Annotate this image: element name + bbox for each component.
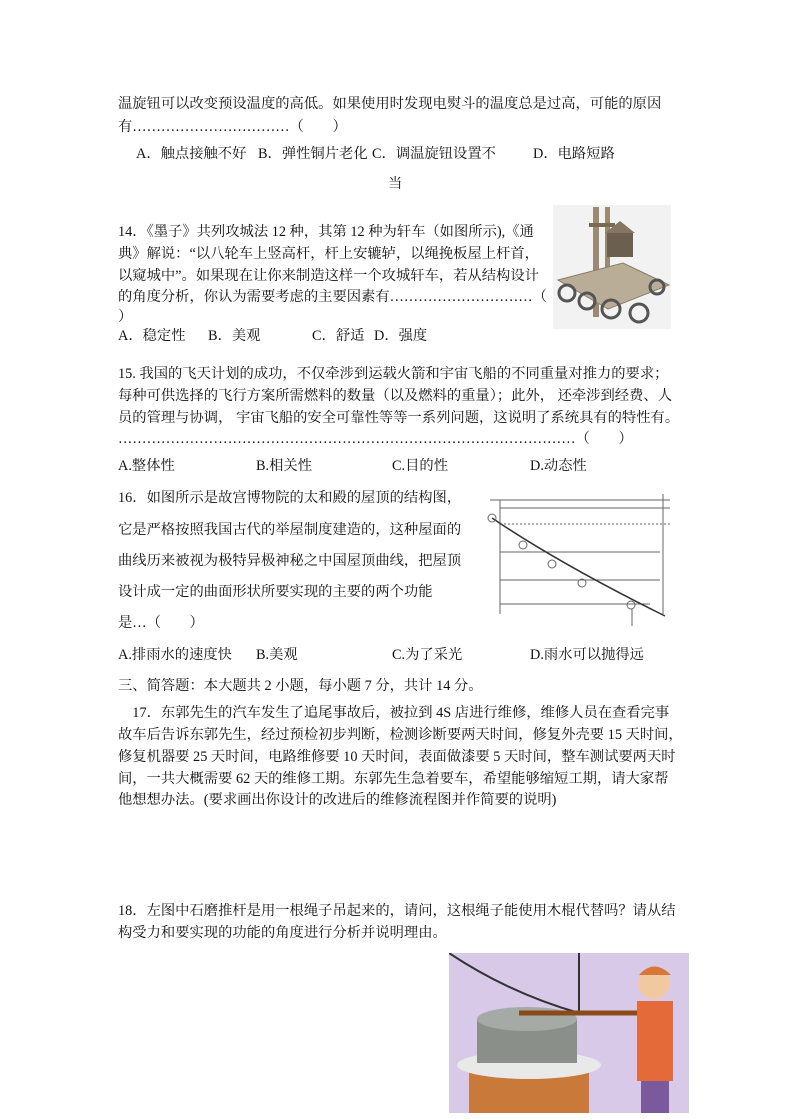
q15-option-b: B.相关性 (256, 458, 313, 474)
q18-line-2: 构受力和要实现的功能的角度进行分析并说明理由。 (118, 925, 447, 941)
siege-cart-image (553, 205, 671, 329)
q17-line-2: 故车后告诉东郭先生，经过预检初步判断，检测诊断要两天时间，修复外壳要 15 天时间， (118, 727, 683, 743)
q16-option-a: A.排雨水的速度快 (118, 647, 232, 663)
q14-option-b: B．美观 (208, 328, 261, 344)
q14-line-5: ） (118, 309, 133, 325)
q16-line-1: 16．如图所示是故宫博物院的太和殿的屋顶的结构图， (118, 490, 462, 506)
roof-structure-diagram (470, 484, 675, 626)
q17-line-3: 修复机器要 25 天时间，电路维修要 10 天时间，表面做漆要 5 天时间，整车测试要两天时 (118, 749, 676, 765)
q14-option-d: D．强度 (374, 328, 428, 344)
q13-option-c: C．调温旋钮设置不 (372, 146, 496, 162)
q13-line-1: 温旋钮可以改变预设温度的高低。如果使用时发现电熨斗的温度总是过高，可能的原因 (118, 96, 662, 112)
q13-option-c-overflow: 当 (388, 176, 403, 192)
q17-line-5: 他想想办法。(要求画出你设计的改进后的维修流程图并作简要的说明) (118, 792, 557, 808)
q16-line-2: 它是严格按照我国古代的举屋制度建造的，这种屋面的 (118, 522, 462, 538)
q13-option-b: B．弹性铜片老化 (258, 146, 368, 162)
q14-line-1: 14．《墨子》共列攻城法 12 种，其第 12 种为轩车（如图所示),《通 (118, 224, 534, 240)
q16-option-d: D.雨水可以抛得远 (530, 647, 644, 663)
q13-option-d: D．电路短路 (533, 146, 615, 162)
q18-line-1: 18．左图中石磨推杆是用一根绳子吊起来的，请问，这根绳子能使用木棍代替吗？请从结 (118, 903, 676, 919)
q17-line-4: 间，一共大概需要 62 天的维修工期。东郭先生急着要车，希望能够缩短工期，请大家帮 (118, 771, 669, 787)
q16-line-4: 设计成一定的曲面形状所要实现的主要的两个功能 (118, 584, 433, 600)
q15-option-a: A.整体性 (118, 458, 175, 474)
q14-line-2: 典》解说：“以八轮车上竖高杆，杆上安辘轳，以绳挽板屋上杆首， (118, 246, 539, 262)
q15-option-c: C.目的性 (392, 458, 449, 474)
q14-option-a: A．稳定性 (118, 328, 186, 344)
q16-line-5: 是…（ ） (118, 615, 204, 631)
q14-line-3: 以窥城中”。如果现在让你来制造这样一个攻城轩车，若从结构设计 (118, 268, 539, 284)
q14-line-4: 的角度分析，你认为需要考虑的主要因素有…………………………（ (118, 289, 547, 305)
q13-line-2: 有……………………………（ ） (118, 119, 347, 135)
q17-line-1: 17．东郭先生的汽车发生了追尾事故后，被拉到 4S 店进行维修，维修人员在查看完事 (118, 705, 670, 721)
stone-mill-image (449, 953, 689, 1113)
q14-option-c: C．舒适 (312, 328, 365, 344)
q15-line-4: ……………………………………………………………………………………（ ） (118, 431, 633, 447)
q15-line-3: 员的管理与协调， 宇宙飞船的安全可靠性等等一系列问题，这说明了系统具有的特性有。 (118, 410, 680, 426)
section-3-heading: 三、简答题：本大题共 2 小题，每小题 7 分，共计 14 分。 (118, 678, 483, 694)
q15-line-2: 每种可供选择的飞行方案所需燃料的数量（以及燃料的重量）；此外， 还牵涉到经费、人 (118, 388, 672, 404)
q16-option-c: C.为了采光 (392, 647, 463, 663)
q16-line-3: 曲线历来被视为极特异极神秘之中国屋顶曲线，把屋顶 (118, 553, 462, 569)
q16-option-b: B.美观 (256, 647, 298, 663)
q15-line-1: 15. 我国的飞天计划的成功，不仅牵涉到运载火箭和宇宙飞船的不同重量对推力的要求； (118, 366, 669, 382)
q15-option-d: D.动态性 (530, 458, 587, 474)
q13-option-a: A．触点接触不好 (136, 146, 247, 162)
